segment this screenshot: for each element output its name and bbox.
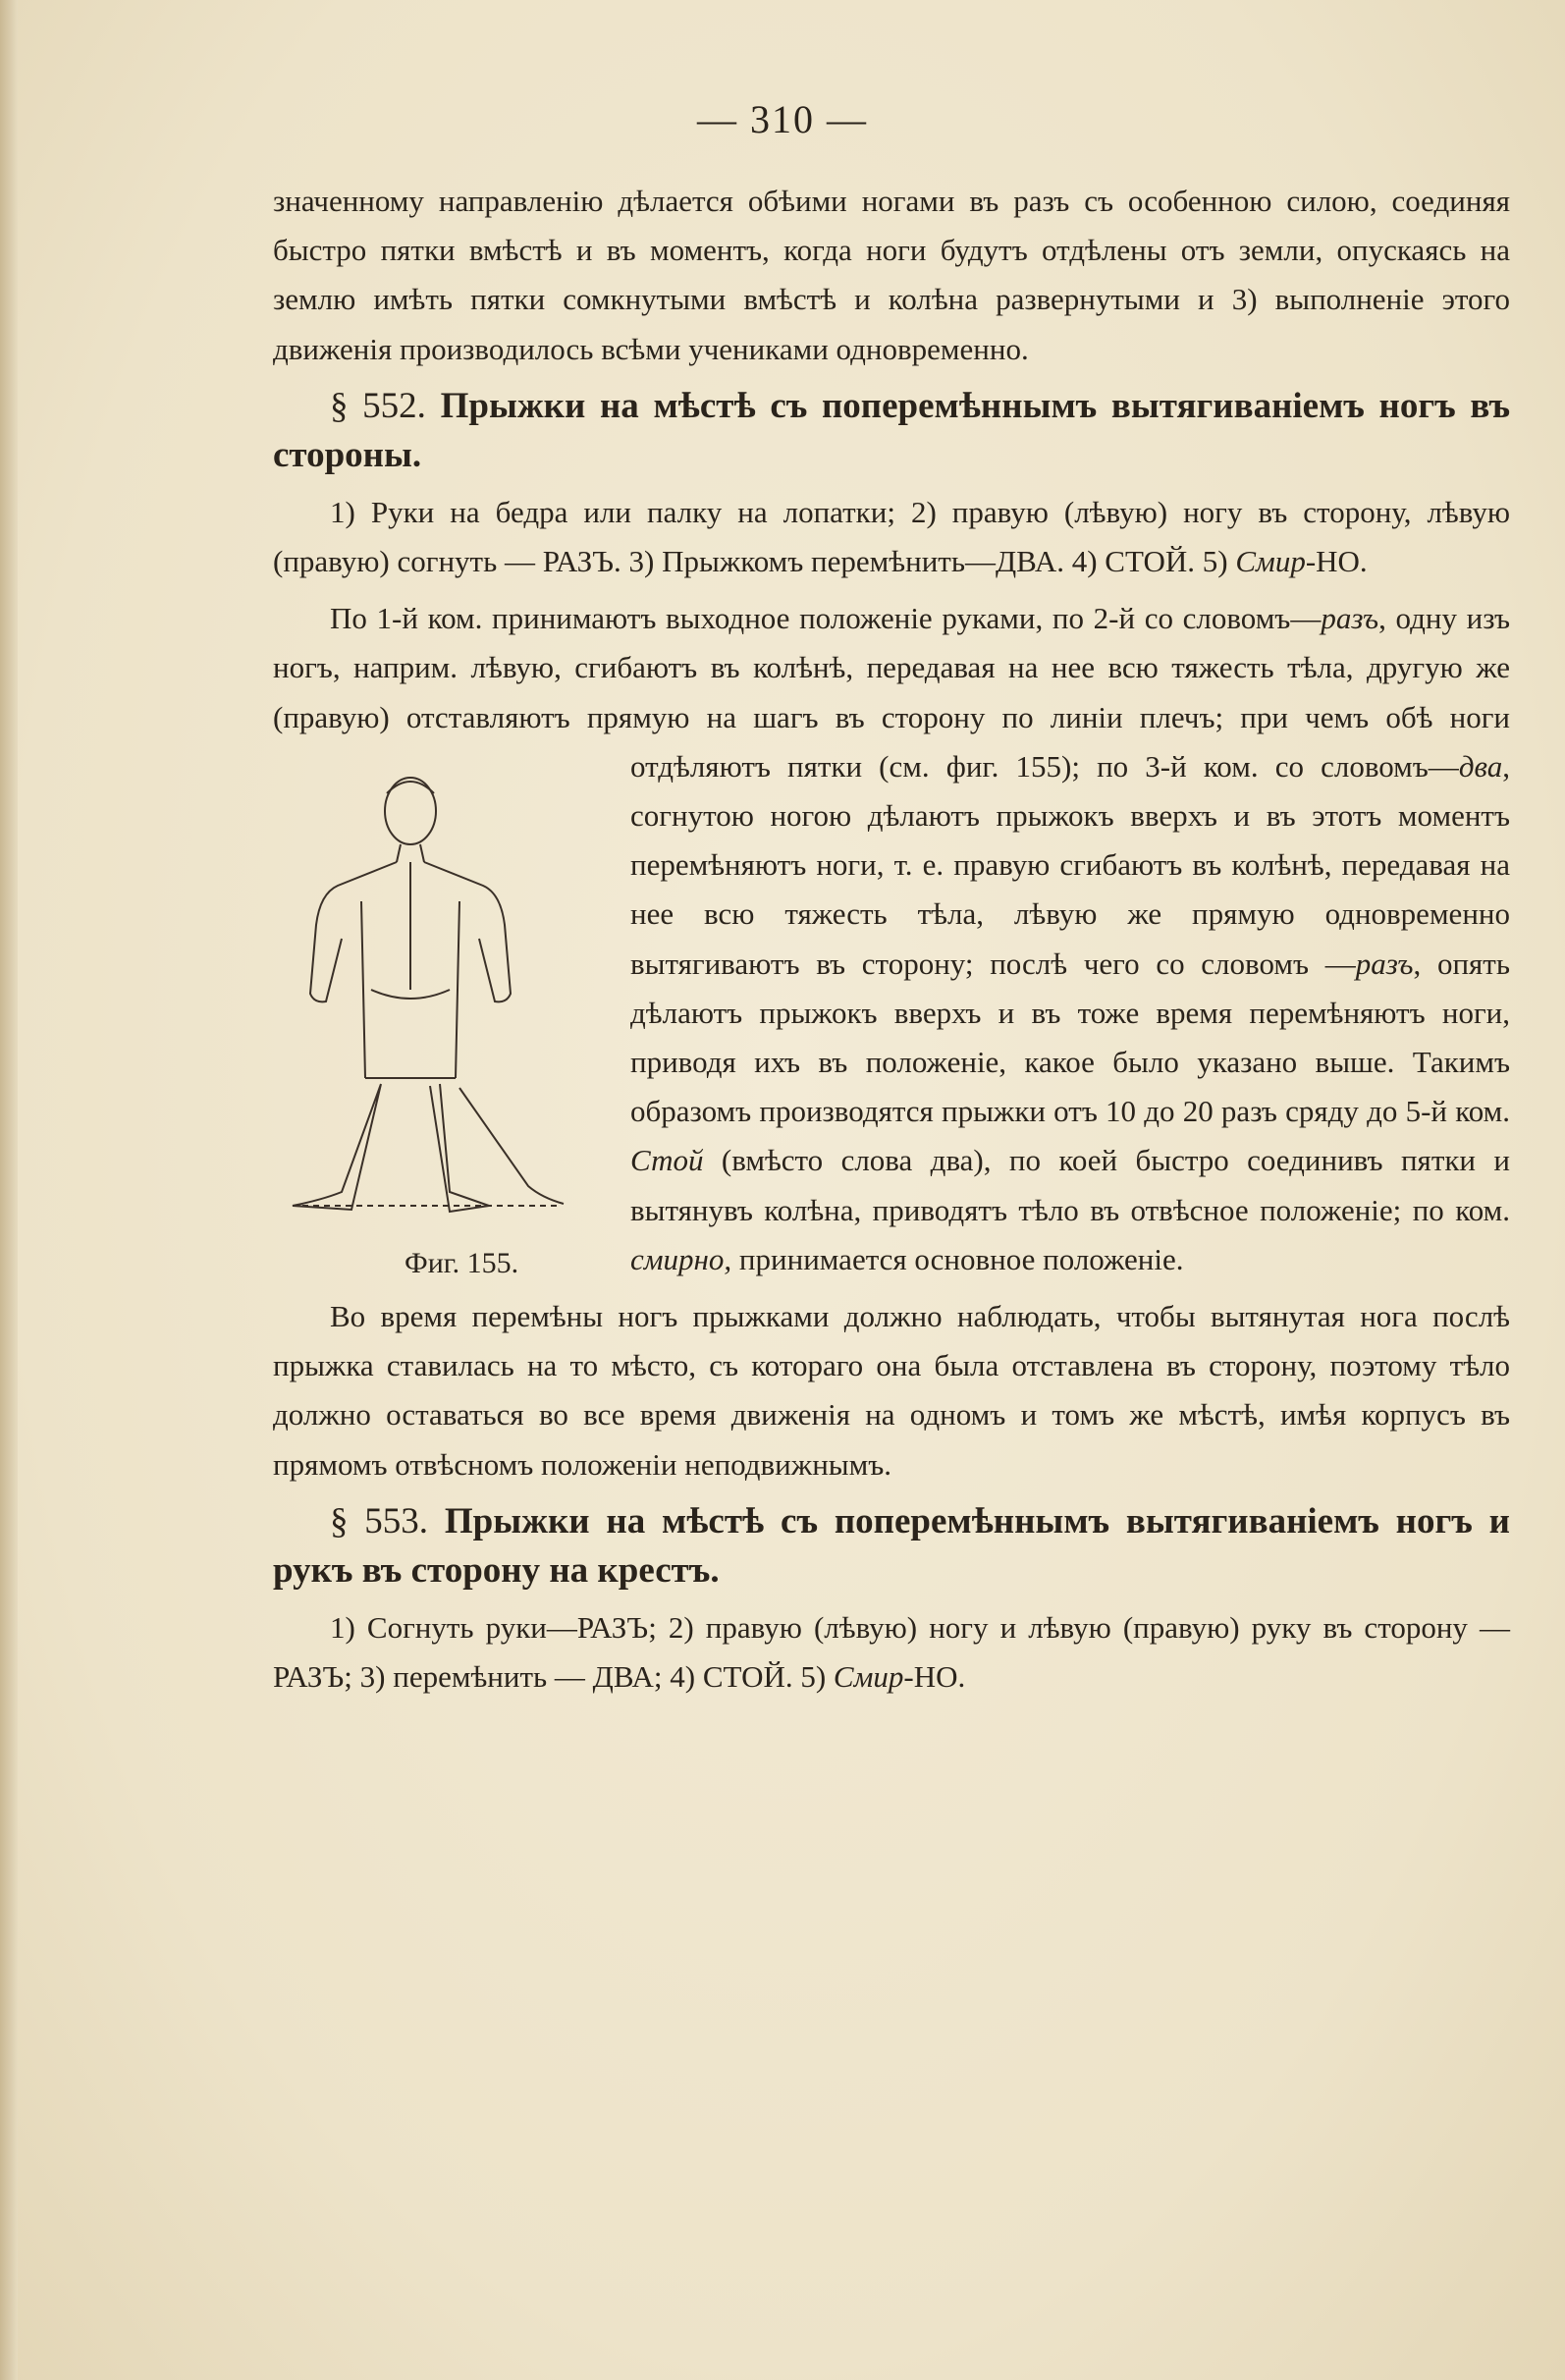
section-552-paragraph <box>273 594 1510 1284</box>
section-552-title: Прыжки на мѣстѣ съ поперемѣннымъ вытягиваніемъ ногъ въ стороны. <box>273 385 1511 475</box>
figure-caption: Фиг. 155. <box>405 1246 519 1279</box>
section-552-heading <box>273 382 1510 480</box>
page-number: — 310 — <box>697 97 868 141</box>
paragraph-text: , опять дѣлаютъ прыжокъ вверхъ и въ тоже время перемѣняютъ ноги, приводя ихъ въ положеніе, какое было указано выше. Такимъ образомъ производятся прыжки отъ 10 до 20 разъ сряду до 5-й ком. <box>630 946 1510 1129</box>
commands-italic: Смир <box>1235 544 1306 579</box>
section-553-heading <box>273 1497 1510 1596</box>
italic-word: разъ <box>1355 946 1414 981</box>
section-553-title: Прыжки на мѣстѣ съ поперемѣннымъ вытягиваніемъ ногъ и рукъ въ сторону на крестъ. <box>273 1500 1511 1591</box>
commands-text: 1) Согнуть руки—РАЗЪ; 2) правую (лѣвую) ногу и лѣвую (правую) руку въ сторону — РАЗЪ; 3) перемѣнить — ДВА; 4) СТОЙ. 5) <box>273 1609 1510 1695</box>
paragraph-text: принимается основное положеніе. <box>731 1241 1184 1276</box>
italic-word: смирно, <box>630 1241 732 1276</box>
section-552-number: § 552. <box>330 385 426 426</box>
page-body <box>273 177 1510 1702</box>
commands-text-end: -НО. <box>903 1659 966 1695</box>
italic-word: разъ <box>1321 601 1379 636</box>
paragraph-text: , одну изъ ногъ, наприм. лѣвую, сгибаютъ въ колѣнѣ, передавая на нее всю тяжесть тѣла, другую же (правую) отставляютъ прямую на шагъ въ сторону по линіи плечъ; при чемъ обѣ ноги отдѣляютъ пятки (см. фиг. 155); по 3-й ком. со словомъ— <box>273 601 1510 784</box>
paragraph-text: (вмѣсто слова два), по коей быстро соединивъ пятки и вытянувъ колѣна, приводятъ тѣло въ отвѣсное положеніе; по ком. <box>630 1143 1510 1227</box>
page-edge <box>0 0 18 2380</box>
section-552-commands <box>273 488 1510 586</box>
italic-word: два <box>1458 748 1503 784</box>
standing-figure-illustration <box>263 764 587 1225</box>
paragraph-text: , согнутою ногою дѣлаютъ прыжокъ вверхъ и въ этотъ моментъ перемѣняютъ ноги, т. е. правую сгибаютъ въ колѣнѣ, передавая на нее всю тяжесть тѣла, лѣвую же прямую одновременно вытягиваютъ въ сторону; послѣ чего со словомъ — <box>630 748 1510 981</box>
section-552-paragraph-2: Во время перемѣны ногъ прыжками должно наблюдать, чтобы вытянутая нога послѣ прыжка ставилась на то мѣсто, съ котораго она была отставлена въ сторону, поэтому тѣло должно оставаться во все время движенія на одномъ и томъ же мѣстѣ, имѣя корпусъ въ прямомъ отвѣсномъ положеніи неподвижнымъ. <box>273 1299 1510 1482</box>
commands-italic: Смир <box>833 1659 904 1695</box>
commands-text-end: -НО. <box>1305 544 1368 579</box>
section-553-commands <box>273 1603 1510 1702</box>
commands-text: 1) Руки на бедра или палку на лопатки; 2) правую (лѣвую) ногу въ сторону, лѣвую (правую) согнуть — РАЗЪ. 3) Прыжкомъ перемѣнить—ДВА. 4) СТОЙ. 5) <box>273 494 1510 579</box>
paragraph-text: По 1-й ком. принимаютъ выходное положеніе руками, по 2-й со словомъ— <box>330 601 1322 636</box>
figure-155 <box>253 748 607 1292</box>
intro-paragraph: значенному направленію дѣлается обѣими ногами въ разъ съ особенною силою, соединяя быстро пятки вмѣстѣ и въ моментъ, когда ноги будутъ отдѣлены отъ земли, опускаясь на землю имѣть пятки сомкнутыми вмѣстѣ и колѣна развернутыми и 3) выполненіе этого движенія производилось всѣми учениками одновременно. <box>273 184 1510 366</box>
italic-word: Стой <box>630 1143 704 1178</box>
section-553-number: § 553. <box>330 1500 429 1542</box>
